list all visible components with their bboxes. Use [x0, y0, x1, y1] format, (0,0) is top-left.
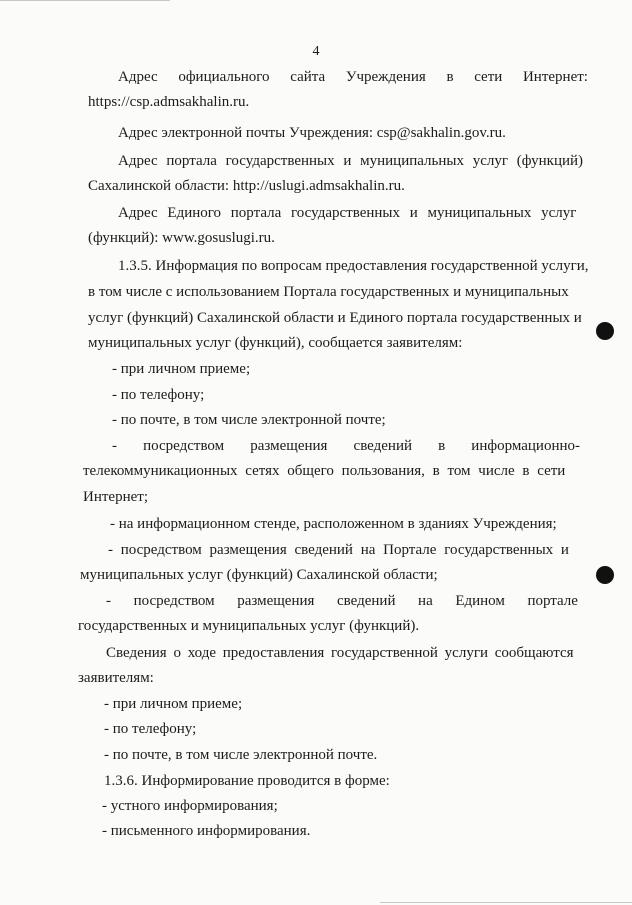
word: сведений: [336, 593, 396, 609]
scan-artifact-bottom: [380, 902, 632, 903]
word: размещения: [250, 438, 328, 454]
portal-line-2: Сахалинской области: http://uslugi.admsakhalin.ru.: [88, 178, 405, 194]
word: -: [112, 438, 117, 454]
list-item: - по телефону;: [104, 721, 197, 737]
progress-line-1: Сведения о ходе предоставления государственной услуги сообщаются: [106, 645, 574, 661]
list-item-unified-line-1: [106, 592, 578, 610]
word: посредством: [143, 438, 225, 454]
word: сведений: [353, 438, 413, 454]
word: информационно-: [471, 438, 580, 454]
list-item: - по телефону;: [112, 387, 205, 403]
list-item-unified-line-2: государственных и муниципальных услуг (функций).: [78, 618, 420, 634]
p135-line-4: муниципальных услуг (функций), сообщается заявителям:: [88, 335, 463, 351]
list-item: - по почте, в том числе электронной почте.: [104, 747, 378, 763]
p135-line-2: в том числе с использованием Портала государственных и муниципальных: [88, 284, 569, 300]
word: сайта: [290, 69, 326, 85]
word: Учреждения: [345, 69, 426, 85]
word: портале: [527, 593, 578, 609]
page-number: 4: [312, 44, 320, 59]
site-line-1: [118, 68, 588, 86]
list-item: - письменного информирования.: [102, 823, 311, 839]
unified-line-1: Адрес Единого портала государственных и муниципальных услуг: [118, 205, 577, 221]
word: на: [418, 593, 433, 609]
list-item-portal-line-2: муниципальных услуг (функций) Сахалинской области;: [80, 567, 438, 583]
word: размещения: [237, 593, 315, 609]
word: Едином: [455, 593, 505, 609]
list-item: - на информационном стенде, расположенном в зданиях Учреждения;: [110, 516, 557, 532]
punch-hole-mark: [596, 566, 614, 584]
portal-line-1: Адрес портала государственных и муниципальных услуг (функций): [118, 153, 584, 169]
list-item: - при личном приеме;: [104, 696, 243, 712]
site-url: https://csp.admsakhalin.ru.: [88, 94, 250, 110]
scan-artifact-top: [0, 0, 170, 1]
list-item-internet-line-2: телекоммуникационных сетях общего пользования, в том числе в сети: [83, 463, 566, 479]
list-item-internet-line-1: [112, 437, 580, 455]
word: в: [438, 438, 446, 454]
p135-line-3: услуг (функций) Сахалинской области и Единого портала государственных и: [88, 310, 582, 326]
word: сети: [474, 69, 503, 85]
email-line: Адрес электронной почты Учреждения: csp@sakhalin.gov.ru.: [118, 125, 506, 141]
word: в: [446, 69, 454, 85]
unified-line-2: (функций): www.gosuslugi.ru.: [88, 230, 275, 246]
list-item: - при личном приеме;: [112, 361, 251, 377]
p135-line-1: 1.3.5. Информация по вопросам предоставления государственной услуги,: [118, 258, 589, 274]
punch-hole-mark: [596, 322, 614, 340]
list-item: - устного информирования;: [102, 798, 278, 814]
p136-heading: 1.3.6. Информирование проводится в форме:: [104, 773, 390, 789]
list-item: - по почте, в том числе электронной почте;: [112, 412, 386, 428]
word: посредством: [133, 593, 215, 609]
word: Интернет:: [522, 69, 588, 85]
word: -: [106, 593, 111, 609]
list-item-portal-line-1: - посредством размещения сведений на Портале государственных и: [108, 542, 569, 558]
list-item-internet-line-3: Интернет;: [83, 489, 148, 505]
word: официального: [178, 69, 270, 85]
word: Адрес: [118, 69, 158, 85]
progress-line-2: заявителям:: [78, 670, 154, 686]
